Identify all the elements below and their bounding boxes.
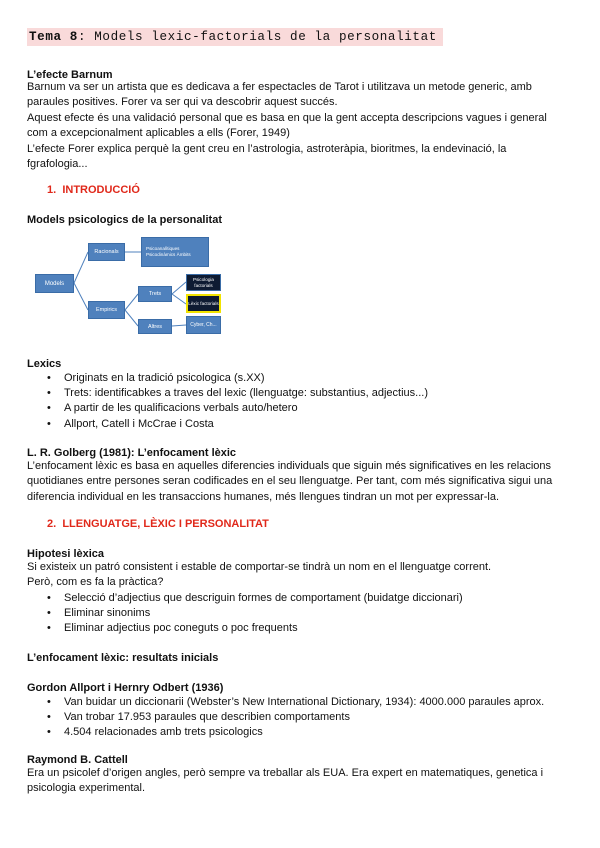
models-diagram (35, 236, 230, 338)
hipotesi-line: Però, com es fa la pràctica? (27, 576, 164, 589)
barnum-paragraph (27, 80, 567, 172)
allport-heading: Gordon Allport i Hernry Odbert (1936) (27, 682, 224, 694)
barnum-line: L’efecte Forer explica perquè la gent creu en l’astrologia, astroteràpia, bioritmes, la endevinació, la (27, 142, 507, 155)
section-number: 2. (47, 518, 57, 530)
section-title: INTRODUCCIÓ (62, 184, 140, 196)
cattell-paragraph (27, 766, 567, 797)
section-heading-2 (47, 518, 269, 530)
hipotesi-line: Si existeix un patró consistent i estable de comportar-se tindrà un nom en el llenguatge corrent. (27, 561, 492, 573)
list-item: • Originats en la tradició psicologica (s.XX) (27, 371, 428, 386)
node-models: Models (35, 274, 74, 293)
list-item: • A partir de les qualificacions verbals auto/hetero (27, 401, 428, 416)
list-item: • 4.504 relacionades amb trets psicologics (27, 725, 544, 740)
barnum-line: fgrafologia... (27, 158, 88, 171)
cattell-line: psicologia experimental. (27, 782, 146, 795)
node-trets: Trets (138, 286, 172, 302)
list-item: • Trets: identificabkes a traves del lexic (llenguatge: substantius, adjectius...) (27, 386, 428, 401)
node-racionals: Racionals (88, 243, 125, 261)
lexics-heading: Lexics (27, 358, 62, 370)
list-item: • Eliminar sinonims (27, 606, 463, 621)
barnum-heading: L’efecte Barnum (27, 69, 113, 81)
list-item: • Selecció d’adjectius que descriguin formes de comportament (buidatge diccionari) (27, 591, 463, 606)
node-altres-child: Cyber, Ch... (186, 316, 221, 334)
barnum-line: com a excepcionalment aplicables a ells (Forer, 1949) (27, 127, 290, 140)
hipotesi-paragraph (27, 560, 567, 591)
section-number: 1. (47, 184, 57, 196)
section-title: LLENGUATGE, LÈXIC I PERSONALITAT (62, 518, 269, 530)
node-racionals-child: Psicoanalítiques Psicodinàmics Àmbits (141, 237, 209, 267)
section-heading-1 (47, 184, 140, 196)
list-item: • Eliminar adjectius poc coneguts o poc frequents (27, 621, 463, 636)
barnum-line: Aquest efecte és una validació personal que es basa en que la gent accepta descripcions vagues i general (27, 111, 547, 124)
resultats-heading: L’enfocament lèxic: resultats inicials (27, 652, 219, 664)
node-trets-psicologia: Psicologia factorials (186, 274, 221, 291)
list-item: • Allport, Catell i McCrae i Costa (27, 417, 428, 432)
cattell-line: Era un psicolef d’origen angles, però sempre va treballar als EUA. Era expert en matematiques, genetica i (27, 767, 544, 779)
node-trets-lexic: Lèxic factorials (186, 294, 221, 313)
title-bold: Tema 8 (29, 30, 78, 44)
models-heading: Models psicologics de la personalitat (27, 214, 222, 226)
lexics-list (27, 371, 428, 432)
node-empirics: Empirics (88, 301, 125, 319)
cattell-heading: Raymond B. Cattell (27, 754, 128, 766)
allport-list (27, 695, 544, 741)
barnum-line: Barnum va ser un artista que es dedicava a fer espectacles de Tarot i utilitzava un metode generic, amb (27, 81, 532, 93)
hipotesi-list (27, 591, 463, 637)
node-altres: Altres (138, 319, 172, 334)
golberg-line: L’enfocament lèxic es basa en aquelles diferencies individuals que siguin més significatives en les relacions (27, 460, 552, 472)
golberg-line: diferencia individual en les transaccions humanes, més llengues tindran un mot per expressar-la. (27, 490, 500, 503)
golberg-paragraph (27, 459, 567, 505)
list-item: • Van buidar un diccionarii (Webster’s New International Dictionary, 1934): 4000.000 paraules aprox. (27, 695, 544, 710)
hipotesi-heading: Hipotesi lèxica (27, 548, 105, 560)
page-title (27, 28, 443, 46)
golberg-heading: L. R. Golberg (1981): L’enfocament lèxic (27, 447, 237, 459)
barnum-line: paraules positives. Forer va ser qui va descobrir aquest succés. (27, 96, 338, 109)
list-item: • Van trobar 17.953 paraules que describien comportaments (27, 710, 544, 725)
title-rest: : Models lexic-factorials de la personalitat (77, 30, 437, 44)
golberg-line: quotidianes entre persones seran codificades en el seu llenguatge. Per tant, com més significativa sigui una (27, 475, 553, 488)
